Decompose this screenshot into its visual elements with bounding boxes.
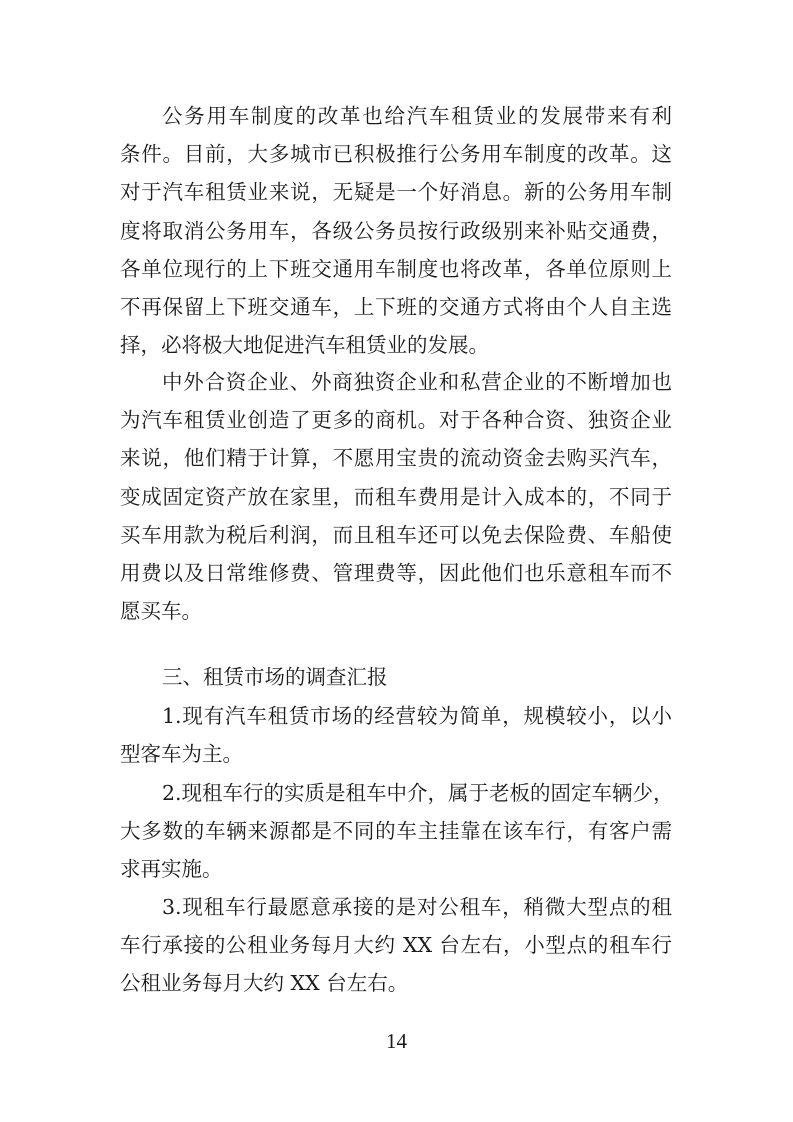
text-line: 为汽车租赁业创造了更多的商机。对于各种合资、独资企业 [120,408,672,433]
text-line: 公务用车制度的改革也给汽车租赁业的发展带来有利 [162,104,672,128]
text-line: 各单位现行的上下班交通用车制度也将改革，各单位原则上 [120,256,672,281]
text-line: 不再保留上下班交通车，上下班的交通方式将由个人自主选 [120,295,672,319]
text-line: 用费以及日常维修费、管理费等，因此他们也乐意租车而不 [120,561,672,585]
text-line: 度将取消公务用车，各级公务员按行政级别来补贴交通费， [120,218,672,243]
text-line: 3.现租车行最愿意承接的是对公租车，稍微大型点的租 [162,895,672,919]
section-heading: 三、租赁市场的调查汇报 [162,665,388,689]
page-number: 14 [386,1029,407,1053]
text-line: 买车用款为税后利润，而且租车还可以免去保险费、车船使 [120,522,672,547]
text-line: 公租业务每月大约 XX 台左右。 [120,971,409,996]
text-line: 择，必将极大地促进汽车租赁业的发展。 [120,333,489,358]
text-line: 愿买车。 [120,599,202,624]
text-line: 1.现有汽车租赁市场的经营较为简单，规模较小，以小 [162,704,672,728]
text-line: 中外合资企业、外商独资企业和私营企业的不断增加也 [162,370,672,394]
text-line: 求再实施。 [120,857,223,882]
text-line: 来说，他们精于计算，不愿用宝贵的流动资金去购买汽车， [120,446,672,471]
text-line: 大多数的车辆来源都是不同的车主挂靠在该车行，有客户需 [120,819,672,844]
text-line: 2.现租车行的实质是租车中介，属于老板的固定车辆少， [162,781,674,805]
text-line: 变成固定资产放在家里，而租车费用是计入成本的，不同于 [120,484,672,509]
text-line: 条件。目前，大多城市已积极推行公务用车制度的改革。这 [120,142,672,167]
text-line: 对于汽车租赁业来说，无疑是一个好消息。新的公务用车制 [120,180,672,205]
text-line: 车行承接的公租业务每月大约 XX 台左右，小型点的租车行 [120,933,672,958]
text-line: 型客车为主。 [120,742,243,767]
